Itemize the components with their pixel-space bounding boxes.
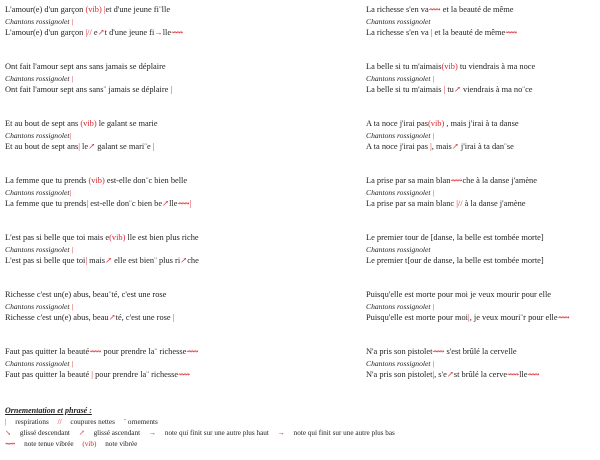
annotated-line: Faut pas quitter la beauté | pour prendre la¨ richesse⟿	[5, 370, 191, 380]
stanza	[5, 346, 345, 403]
annotated-line: Et au bout de sept ans| le↗ galant se mari¨e |	[5, 142, 155, 152]
legend-row	[5, 439, 595, 450]
stanza	[5, 289, 345, 346]
legend-item: ¨ ornements	[123, 418, 158, 426]
refrain-line: Chantons rossignolet|	[5, 187, 72, 197]
lyric-line: L'est pas si belle que toi mais e(vib) lle est bien plus riche	[5, 233, 199, 242]
lyric-line: La femme que tu prends (vib) est-elle don¨c bien belle	[5, 176, 188, 185]
refrain-line: Chantons rossignolet |	[5, 16, 74, 26]
refrain-line: Chantons rossignolet |	[366, 301, 435, 311]
annotated-line: L'est pas si belle que toi| mais↗ elle est bien¨ plus ri↗che	[5, 256, 199, 266]
lyric-line: Le premier tour de [danse, la belle est tombée morte]	[366, 233, 544, 242]
stanza	[366, 118, 598, 175]
lyric-line: Puisqu'elle est morte pour moi je veux mourir pour elle	[366, 290, 552, 299]
annotated-line: Puisqu'elle est morte pour moi|, je veux mouri¨r pour elle⟿	[366, 313, 570, 323]
annotated-line: Le premier t[our de danse, la belle est tombée morte]	[366, 256, 544, 266]
annotated-line: Richesse c'est un(e) abus, beau↗té, c'est une rose |	[5, 313, 175, 323]
legend-item: ↗ glissé ascendant	[78, 429, 141, 437]
refrain-line: Chantons rossignolet |	[5, 73, 74, 83]
annotated-line: Ont fait l'amour sept ans sans¨ jamais se déplaire |	[5, 85, 173, 95]
stanza	[5, 61, 345, 118]
refrain-line: Chantons rossignolet |	[366, 358, 435, 368]
legend-row	[5, 428, 595, 439]
lyric-line: N'a pris son pistolet⟿ s'est brûlé la cervelle	[366, 347, 517, 356]
refrain-line: Chantons rossignolet |	[5, 358, 74, 368]
legend-item: // coupures nettes	[57, 418, 115, 426]
refrain-line: Chantons rossignolet |	[366, 130, 435, 140]
stanza	[5, 118, 345, 175]
legend-item: → note qui finit sur une autre plus bas	[277, 429, 395, 437]
legend	[5, 405, 595, 450]
legend-item: ⟿ note tenue vibrée	[5, 440, 74, 448]
refrain-line: Chantons rossignolet|	[5, 130, 72, 140]
lyric-line: La belle si tu m'aimais(vib) tu viendrais à ma noce	[366, 62, 536, 71]
lyric-line: La prise par sa main blan⟿che à la danse j'amène	[366, 176, 537, 185]
lyric-line: Ont fait l'amour sept ans sans jamais se déplaire	[5, 62, 166, 71]
legend-item: ↘ glissé descendant	[5, 429, 70, 437]
refrain-line: Chantons rossignolet |	[366, 187, 435, 197]
annotated-line: A ta noce j'irai pas |, mais↗ j'irai à ta dan¨se	[366, 142, 514, 152]
stanza	[366, 175, 598, 232]
annotated-line: L'amour(e) d'un garçon |// e↗t d'une jeune fi→lle⟿	[5, 28, 184, 38]
annotated-line: La richesse s'en va | et la beauté de même⟿	[366, 28, 518, 38]
stanza	[5, 232, 345, 289]
left-column	[5, 4, 345, 403]
annotated-line: La femme que tu prends| est-elle don¨c bien be↗lle⟿|	[5, 199, 192, 209]
lyric-line: La richesse s'en va⟿ et la beauté de même	[366, 5, 514, 14]
legend-item: | respirations	[5, 418, 49, 426]
lyric-line: Faut pas quitter la beauté⟿ pour prendre la¨ richesse⟿	[5, 347, 199, 356]
stanza	[5, 175, 345, 232]
stanza	[366, 289, 598, 346]
lyric-line: A ta noce j'irai pas(vib) , mais j'irai à ta danse	[366, 119, 519, 128]
legend-row	[5, 417, 595, 428]
refrain-line: Chantons rossignolet |	[5, 301, 74, 311]
legend-item: (vib) note vibrée	[82, 440, 138, 448]
stanza	[5, 4, 345, 61]
refrain-line: Chantons rossignolet |	[5, 244, 74, 254]
legend-title: Ornementation et phrasé :	[5, 406, 92, 415]
stanza	[366, 61, 598, 118]
annotated-line: La prise par sa main blanc |// à la danse j'amène	[366, 199, 526, 209]
lyric-line: L'amour(e) d'un garçon (vib) |et d'une jeune fi¨lle	[5, 5, 171, 14]
annotated-line: N'a pris son pistolet|, s'e↗st brûlé la cerve⟿lle⟿	[366, 370, 540, 380]
annotated-line: La belle si tu m'aimais | tu↗ viendrais à ma no¨ce	[366, 85, 533, 95]
refrain-line: Chantons rossignolet	[366, 16, 431, 26]
stanza	[366, 4, 598, 61]
stanza	[366, 346, 598, 403]
lyric-line: Et au bout de sept ans (vib) le galant se marie	[5, 119, 158, 128]
refrain-line: Chantons rossignolet |	[366, 73, 435, 83]
stanza	[366, 232, 598, 289]
refrain-line: Chantons rossignolet	[366, 244, 431, 254]
right-column	[366, 4, 598, 403]
legend-item: → note qui finit sur une autre plus haut	[148, 429, 269, 437]
lyric-line: Richesse c'est un(e) abus, beau¨té, c'est une rose	[5, 290, 167, 299]
